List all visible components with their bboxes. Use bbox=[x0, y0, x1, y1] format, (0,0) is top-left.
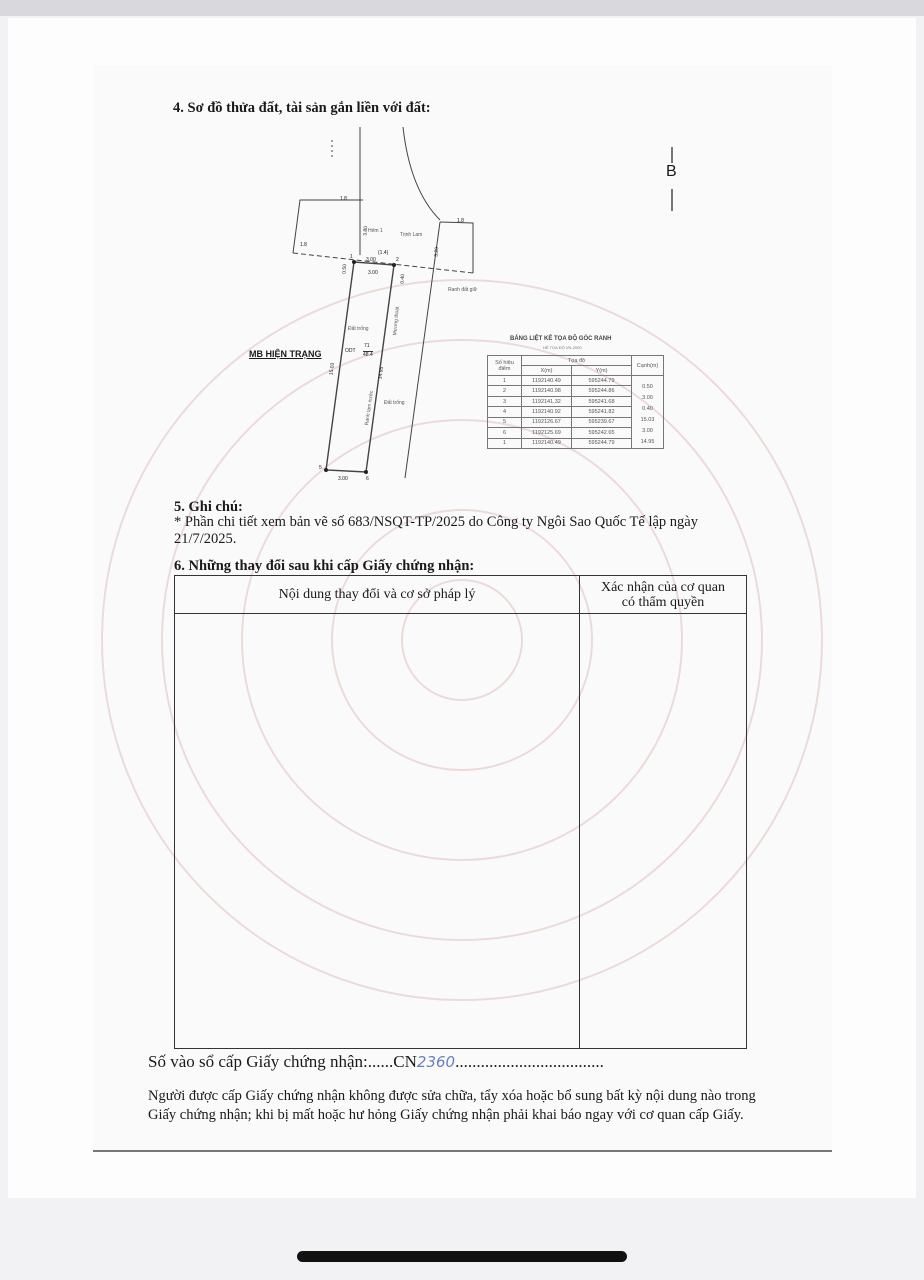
registry-label: Số vào sổ cấp Giấy chứng nhận:...... bbox=[148, 1052, 394, 1071]
point-label: 6 bbox=[366, 476, 369, 482]
header-line: có thẩm quyền bbox=[621, 594, 705, 610]
north-label: B bbox=[666, 163, 677, 180]
cell: 6 bbox=[488, 428, 522, 438]
cell: 2 bbox=[488, 386, 522, 396]
land-code: ODT bbox=[345, 348, 356, 354]
cell: 1192140.98 bbox=[522, 386, 572, 396]
dim-label: 1.8 bbox=[340, 196, 347, 202]
point-label: 5 bbox=[319, 465, 322, 471]
section5-title: 5. Ghi chú: bbox=[174, 499, 243, 515]
cell: 595244.79 bbox=[572, 376, 632, 386]
street-label: Ranh đất giữ bbox=[448, 287, 477, 293]
dim-label: 1.8 bbox=[300, 242, 307, 248]
cell: 1192140.49 bbox=[522, 376, 572, 386]
cell: 595239.67 bbox=[572, 417, 632, 427]
cell: 1192141.32 bbox=[522, 396, 572, 406]
edge-value: 14.95 bbox=[640, 439, 655, 445]
dim-label: 3.00 bbox=[368, 270, 378, 276]
registry-handwritten-number: 2360 bbox=[416, 1053, 456, 1071]
plan-label: MB HIỆN TRẠNG bbox=[249, 349, 322, 359]
street-label: Trịnh Lam bbox=[400, 232, 423, 238]
edge-value: 3.00 bbox=[642, 428, 653, 434]
header-point: Số hiệu điểm bbox=[488, 356, 522, 376]
dim-label: 0.40 bbox=[399, 273, 407, 285]
header-y: Y(m) bbox=[572, 366, 632, 376]
dim-label: 0.50 bbox=[341, 263, 349, 275]
cell: 595241.68 bbox=[572, 396, 632, 406]
registry-prefix: CN bbox=[393, 1052, 417, 1071]
content-cell bbox=[175, 614, 580, 1049]
dim-label: 3.00 bbox=[338, 476, 348, 482]
edge-value: 3.00 bbox=[642, 395, 653, 401]
registry-line bbox=[148, 1052, 604, 1072]
cell: 1192126.67 bbox=[522, 417, 572, 427]
parcel-diagram bbox=[0, 0, 924, 520]
section6-title: 6. Những thay đổi sau khi cấp Giấy chứng nhận: bbox=[174, 558, 475, 574]
edge-value: 0.40 bbox=[642, 406, 653, 412]
street-label: Mương thoát bbox=[392, 306, 401, 336]
registry-dots: ................................... bbox=[455, 1052, 604, 1071]
street-label: Hẻm 1 bbox=[368, 228, 383, 234]
cell: 595244.86 bbox=[572, 386, 632, 396]
warning-line: Giấy chứng nhận; khi bị mất hoặc hư hỏng Giấy chứng nhận phải khai báo ngay với cơ quan cấp Giấy. bbox=[148, 1107, 744, 1123]
cell: 1192140.49 bbox=[522, 438, 572, 448]
note-line: 21/7/2025. bbox=[174, 531, 237, 547]
street-label: Ranh tạm nước bbox=[364, 390, 375, 426]
cell: 595241.82 bbox=[572, 407, 632, 417]
warning-line: Người được cấp Giấy chứng nhận không được sửa chữa, tẩy xóa hoặc bổ sung bất kỳ nội dung nào trong bbox=[148, 1088, 756, 1104]
edge-value: 0.50 bbox=[642, 384, 653, 390]
coord-table-title: BẢNG LIỆT KÊ TỌA ĐỘ GÓC RANH bbox=[510, 336, 612, 342]
edge-value: 15.03 bbox=[640, 417, 655, 423]
dim-label: 3.20 bbox=[433, 246, 441, 258]
header-line: Xác nhận của cơ quan bbox=[600, 579, 725, 595]
cell: 595242.65 bbox=[572, 428, 632, 438]
note-line: * Phần chi tiết xem bản vẽ số 683/NSQT-TP/2025 do Công ty Ngôi Sao Quốc Tế lập ngày bbox=[174, 514, 698, 530]
parcel-area: 48.4 bbox=[363, 352, 373, 358]
cell: 1192125.69 bbox=[522, 428, 572, 438]
cell: 1192140.92 bbox=[522, 407, 572, 417]
changes-table bbox=[174, 575, 747, 1049]
warning-text bbox=[148, 1087, 756, 1125]
land-label: Đất trống bbox=[348, 326, 369, 332]
point-label: 2 bbox=[396, 257, 399, 263]
header-x: X(m) bbox=[522, 366, 572, 376]
confirmation-cell bbox=[580, 614, 747, 1049]
cell: 3 bbox=[488, 396, 522, 406]
dim-label: 3.80 bbox=[362, 225, 370, 237]
cell: 1 bbox=[488, 376, 522, 386]
parcel-number: 71 bbox=[364, 343, 370, 349]
col-header-content: Nội dung thay đổi và cơ sở pháp lý bbox=[175, 576, 580, 614]
table-row bbox=[488, 376, 664, 386]
cell: 4 bbox=[488, 407, 522, 417]
dim-label: 1.8 bbox=[457, 218, 464, 224]
dim-label: (1.4) bbox=[378, 250, 389, 256]
coord-table-subtitle: HỆ TỌA ĐỘ VN-2000 bbox=[543, 345, 582, 350]
header-coord: Tọa độ bbox=[522, 356, 632, 366]
dim-label: 14.95 bbox=[377, 366, 386, 380]
dim-label: 15.03 bbox=[328, 362, 337, 376]
dim-label: 3.00 bbox=[366, 257, 376, 263]
header-edge: Cạnh(m) bbox=[632, 356, 664, 376]
land-label: Đất trống bbox=[384, 400, 405, 406]
section4-title: 4. Sơ đồ thửa đất, tài sản gắn liền với đất: bbox=[173, 100, 431, 116]
col-header-confirmation bbox=[580, 576, 747, 614]
cell: 5 bbox=[488, 417, 522, 427]
cell: 1 bbox=[488, 438, 522, 448]
cell: 595244.79 bbox=[572, 438, 632, 448]
point-label: 1 bbox=[350, 254, 353, 260]
coord-table bbox=[487, 355, 664, 449]
home-indicator[interactable] bbox=[297, 1251, 627, 1262]
